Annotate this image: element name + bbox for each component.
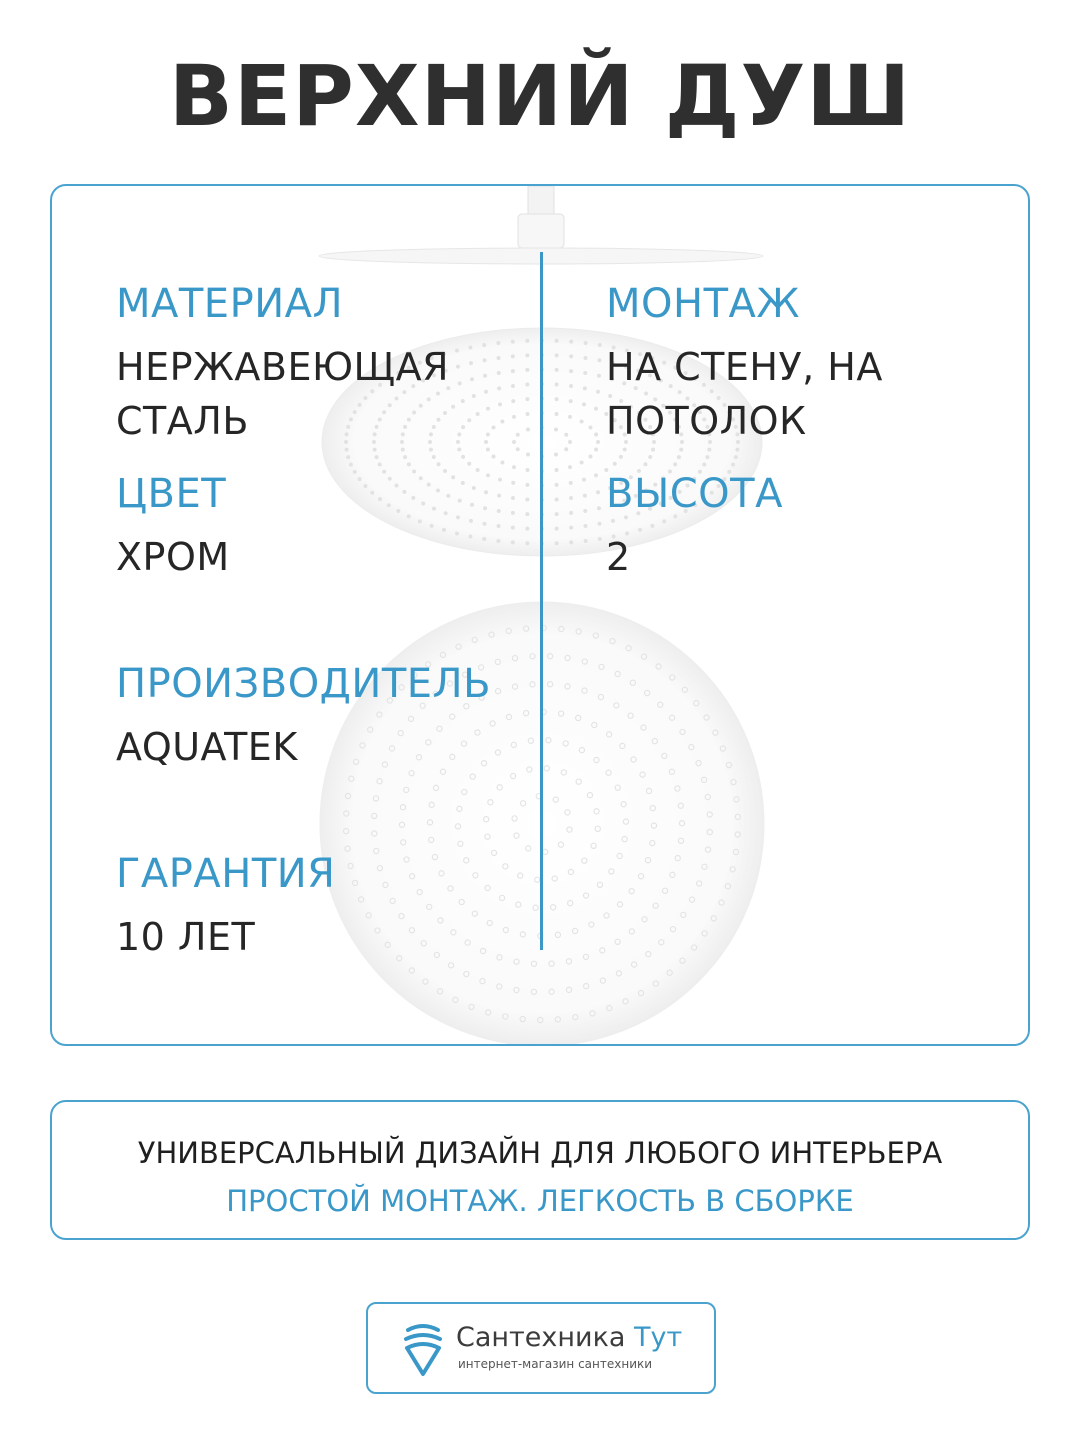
nozzle-dot bbox=[583, 494, 587, 498]
nozzle-dot bbox=[735, 448, 739, 452]
spec-height bbox=[606, 468, 1006, 584]
nozzle-dot bbox=[569, 340, 573, 344]
nozzle-dot bbox=[584, 341, 588, 345]
nozzle-dot bbox=[345, 448, 349, 452]
nozzle-dot bbox=[569, 526, 573, 530]
nozzle-dot bbox=[598, 537, 602, 541]
nozzle-dot bbox=[594, 407, 598, 411]
spec-mounting bbox=[606, 278, 1006, 448]
nozzle-dot bbox=[597, 522, 601, 526]
logo-tagline: интернет-магазин сантехники bbox=[458, 1357, 653, 1371]
nozzle-dot bbox=[582, 478, 586, 482]
nozzle-dot bbox=[648, 455, 652, 459]
spec-warranty bbox=[116, 848, 526, 964]
nozzle-dot bbox=[555, 353, 559, 357]
logo-name bbox=[456, 1322, 682, 1354]
nozzle-dot bbox=[555, 382, 559, 386]
nozzle-dot bbox=[346, 455, 350, 459]
nozzle-dot bbox=[677, 455, 681, 459]
nozzle-dot bbox=[526, 468, 530, 472]
nozzle-dot bbox=[437, 462, 441, 466]
nozzle-dot bbox=[526, 412, 530, 416]
nozzle-dot bbox=[707, 448, 711, 452]
spec-color-label: ЦВЕТ bbox=[116, 471, 227, 517]
nozzle-dot bbox=[432, 455, 436, 459]
spec-manufacturer bbox=[116, 658, 546, 774]
nozzle-dot bbox=[457, 448, 461, 452]
nozzle-dot bbox=[651, 448, 655, 452]
spec-color-value: ХРОМ bbox=[116, 535, 230, 579]
spec-card bbox=[50, 184, 1030, 1046]
nozzle-dot bbox=[526, 453, 530, 457]
nozzle-dot bbox=[580, 419, 584, 423]
nozzle-dot bbox=[555, 541, 559, 545]
nozzle-dot bbox=[596, 490, 600, 494]
nozzle-dot bbox=[583, 371, 587, 375]
nozzle-dot bbox=[594, 473, 598, 477]
nozzle-dot bbox=[584, 539, 588, 543]
nozzle-dot bbox=[555, 339, 559, 343]
nozzle-dot bbox=[554, 412, 558, 416]
nozzle-dot bbox=[569, 354, 573, 358]
spec-manufacturer-label: ПРОИЗВОДИТЕЛЬ bbox=[116, 661, 492, 707]
nozzle-dot bbox=[588, 455, 592, 459]
nozzle-dot bbox=[569, 399, 573, 403]
nozzle-dot bbox=[643, 462, 647, 466]
spec-warranty-label: ГАРАНТИЯ bbox=[116, 851, 336, 897]
spec-material-value: НЕРЖАВЕЮЩАЯ СТАЛЬ bbox=[116, 345, 449, 443]
logo-name-accent: Тут bbox=[634, 1322, 683, 1353]
nozzle-dot bbox=[554, 453, 558, 457]
nozzle-dot bbox=[588, 426, 592, 430]
nozzle-dot bbox=[673, 462, 677, 466]
nozzle-dot bbox=[597, 506, 601, 510]
nozzle-dot bbox=[596, 440, 600, 444]
nozzle-dot bbox=[568, 440, 572, 444]
nozzle-dot bbox=[568, 415, 572, 419]
nozzle-dot bbox=[401, 448, 405, 452]
nozzle-dot bbox=[525, 483, 529, 487]
nozzle-dot bbox=[569, 384, 573, 388]
nozzle-dot bbox=[500, 461, 504, 465]
slogan-line-2: ПРОСТОЙ МОНТАЖ. ЛЕГКОСТЬ В СБОРКЕ bbox=[226, 1184, 854, 1218]
spec-height-value: 2 bbox=[606, 535, 631, 579]
nozzle-dot bbox=[569, 511, 573, 515]
spec-height-label: ВЫСОТА bbox=[606, 471, 783, 517]
nozzle-dot bbox=[594, 448, 598, 452]
nozzle-dot bbox=[583, 386, 587, 390]
nozzle-dot bbox=[555, 397, 559, 401]
spec-mounting-label: МОНТАЖ bbox=[606, 281, 800, 327]
nozzle-dot bbox=[613, 462, 617, 466]
nozzle-dot bbox=[583, 524, 587, 528]
nozzle-dot bbox=[568, 465, 572, 469]
nozzle-dot bbox=[407, 462, 411, 466]
nozzle-dot bbox=[555, 498, 559, 502]
nozzle-dot bbox=[702, 463, 706, 467]
column-divider bbox=[540, 252, 543, 950]
nozzle-dot bbox=[731, 463, 735, 467]
nozzle-dot bbox=[580, 461, 584, 465]
nozzle-dot bbox=[554, 427, 558, 431]
nozzle-dot bbox=[467, 462, 471, 466]
spec-material bbox=[116, 278, 526, 448]
nozzle-dot bbox=[583, 356, 587, 360]
nozzle-dot bbox=[554, 468, 558, 472]
nozzle-dot bbox=[525, 397, 529, 401]
nozzle-dot bbox=[583, 509, 587, 513]
nozzle-dot bbox=[555, 527, 559, 531]
nozzle-dot bbox=[526, 427, 530, 431]
spec-warranty-value: 10 ЛЕТ bbox=[116, 915, 256, 959]
spec-material-label: МАТЕРИАЛ bbox=[116, 281, 344, 327]
nozzle-dot bbox=[555, 368, 559, 372]
nozzle-dot bbox=[569, 540, 573, 544]
slogan-line-1: УНИВЕРСАЛЬНЫЙ ДИЗАЙН ДЛЯ ЛЮБОГО ИНТЕРЬЕРА bbox=[137, 1136, 943, 1170]
nozzle-dot bbox=[375, 455, 379, 459]
nozzle-dot bbox=[555, 483, 559, 487]
nozzle-dot bbox=[373, 448, 377, 452]
spec-color bbox=[116, 468, 526, 584]
nozzle-dot bbox=[403, 455, 407, 459]
nozzle-dot bbox=[597, 358, 601, 362]
nozzle-dot bbox=[378, 463, 382, 467]
nozzle-dot bbox=[564, 433, 568, 437]
nozzle-dot bbox=[349, 463, 353, 467]
nozzle-dot bbox=[429, 448, 433, 452]
nozzle-dot bbox=[596, 390, 600, 394]
nozzle-dot bbox=[569, 481, 573, 485]
nozzle-dot bbox=[569, 369, 573, 373]
store-logo[interactable] bbox=[366, 1302, 716, 1394]
nozzle-dot bbox=[564, 447, 568, 451]
spec-mounting-value: НА СТЕНУ, НА ПОТОЛОК bbox=[606, 345, 883, 443]
nozzle-dot bbox=[461, 455, 465, 459]
slogan-box bbox=[50, 1100, 1030, 1240]
nozzle-dot bbox=[734, 455, 738, 459]
nozzle-dot bbox=[597, 374, 601, 378]
nozzle-dot bbox=[492, 455, 496, 459]
nozzle-dot bbox=[486, 448, 490, 452]
nozzle-dot bbox=[619, 455, 623, 459]
logo-name-main: Сантехника bbox=[456, 1322, 635, 1353]
location-pin-logo-icon bbox=[404, 1322, 442, 1378]
nozzle-dot bbox=[623, 448, 627, 452]
nozzle-dot bbox=[598, 343, 602, 347]
nozzle-dot bbox=[594, 432, 598, 436]
nozzle-dot bbox=[705, 455, 709, 459]
nozzle-dot bbox=[679, 448, 683, 452]
nozzle-dot bbox=[569, 496, 573, 500]
nozzle-dot bbox=[582, 402, 586, 406]
page-title: ВЕРХНИЙ ДУШ bbox=[168, 47, 912, 145]
nozzle-dot bbox=[555, 512, 559, 516]
spec-manufacturer-value: AQUATEK bbox=[116, 725, 298, 769]
